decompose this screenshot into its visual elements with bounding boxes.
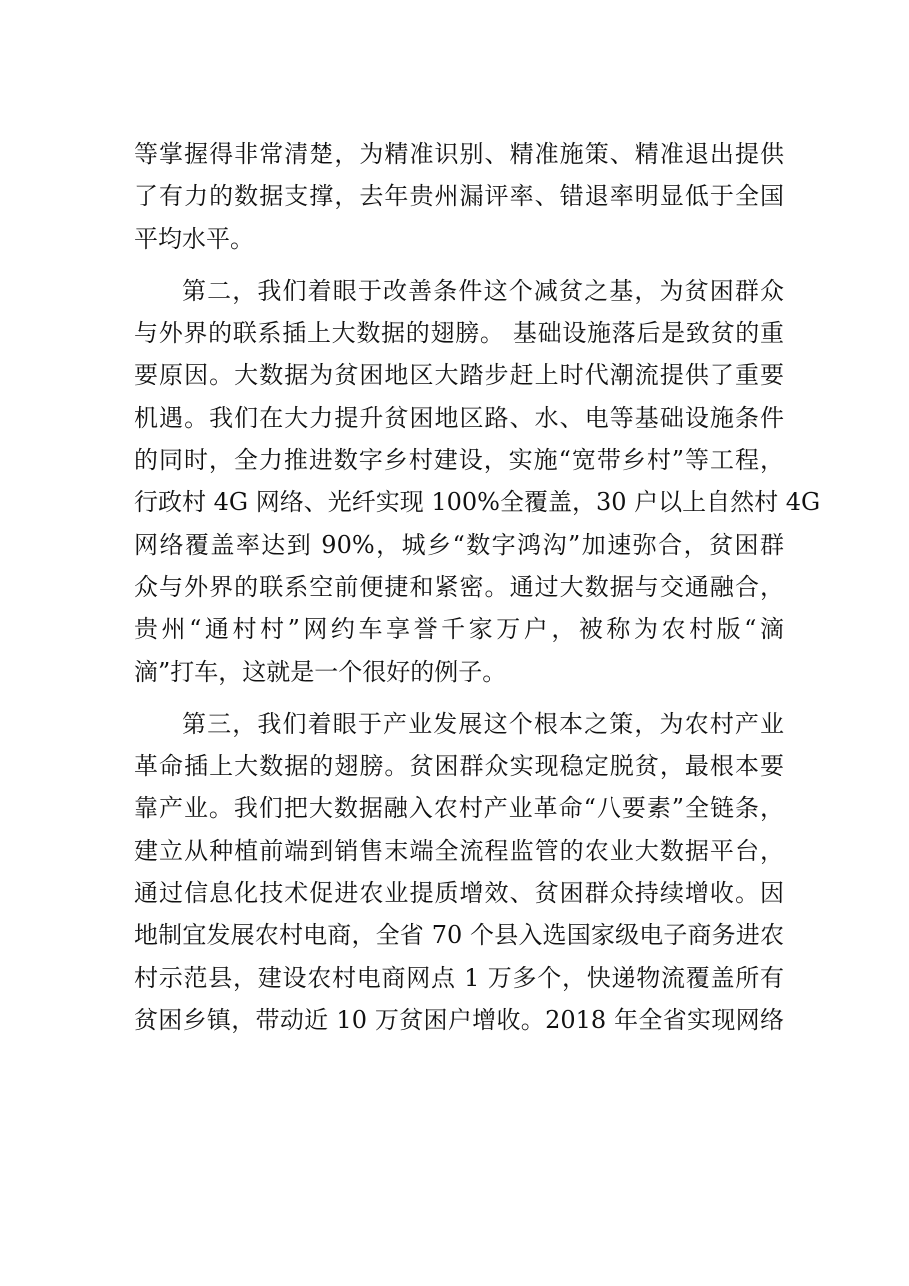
text-line: 贵州“通村村”网约车享誉千家万户，被称为农村版“滴 (134, 615, 784, 644)
text-line: 等掌握得非常清楚，为精准识别、精准施策、精准退出提供 (134, 140, 784, 168)
text-line: 网络覆盖率达到 90%，城乡“数字鸿沟”加速弥合，贫困群 (134, 530, 784, 559)
paragraph-gap (134, 693, 784, 703)
text-line: 第二，我们着眼于改善条件这个减贫之基，为贫困群众 (182, 276, 784, 305)
text-line: 众与外界的联系空前便捷和紧密。通过大数据与交通融合， (134, 572, 784, 601)
document-body (134, 133, 821, 1041)
text-line: 通过信息化技术促进农业提质增效、贫困群众持续增收。因 (134, 879, 784, 908)
text-line: 要原因。大数据为贫困地区大踏步赶上时代潮流提供了重要 (134, 361, 784, 390)
text-line: 的同时，全力推进数字乡村建设，实施“宽带乡村”等工程， (134, 446, 784, 475)
text-line: 滴”打车，这就是一个很好的例子。 (134, 657, 507, 686)
text-line: 村示范县，建设农村电商网点 1 万多个，快递物流覆盖所有 (134, 963, 784, 992)
text-line: 机遇。我们在大力提升贫困地区路、水、电等基础设施条件 (134, 403, 784, 432)
paragraph-1 (134, 133, 784, 260)
text-line: 了有力的数据支撑，去年贵州漏评率、错退率明显低于全国 (134, 182, 784, 211)
text-line: 靠产业。我们把大数据融入农村产业革命“八要素”全链条， (134, 794, 784, 823)
text-line: 革命插上大数据的翅膀。贫困群众实现稳定脱贫，最根本要 (134, 752, 784, 781)
paragraph-gap (134, 260, 784, 270)
paragraph-2 (134, 270, 821, 693)
text-line: 行政村 4G 网络、光纤实现 100%全覆盖，30 户以上自然村 4G (134, 488, 821, 517)
text-line: 建立从种植前端到销售末端全流程监管的农业大数据平台， (134, 836, 784, 865)
text-line: 第三，我们着眼于产业发展这个根本之策，为农村产业 (182, 709, 784, 738)
text-line: 地制宜发展农村电商，全省 70 个县入选国家级电子商务进农 (134, 921, 784, 950)
text-line: 与外界的联系插上大数据的翅膀。 基础设施落后是致贫的重 (134, 319, 784, 348)
text-line: 贫困乡镇，带动近 10 万贫困户增收。2018 年全省实现网络 (134, 1005, 784, 1034)
text-line: 平均水平。 (134, 224, 254, 253)
paragraph-3 (134, 703, 784, 1041)
